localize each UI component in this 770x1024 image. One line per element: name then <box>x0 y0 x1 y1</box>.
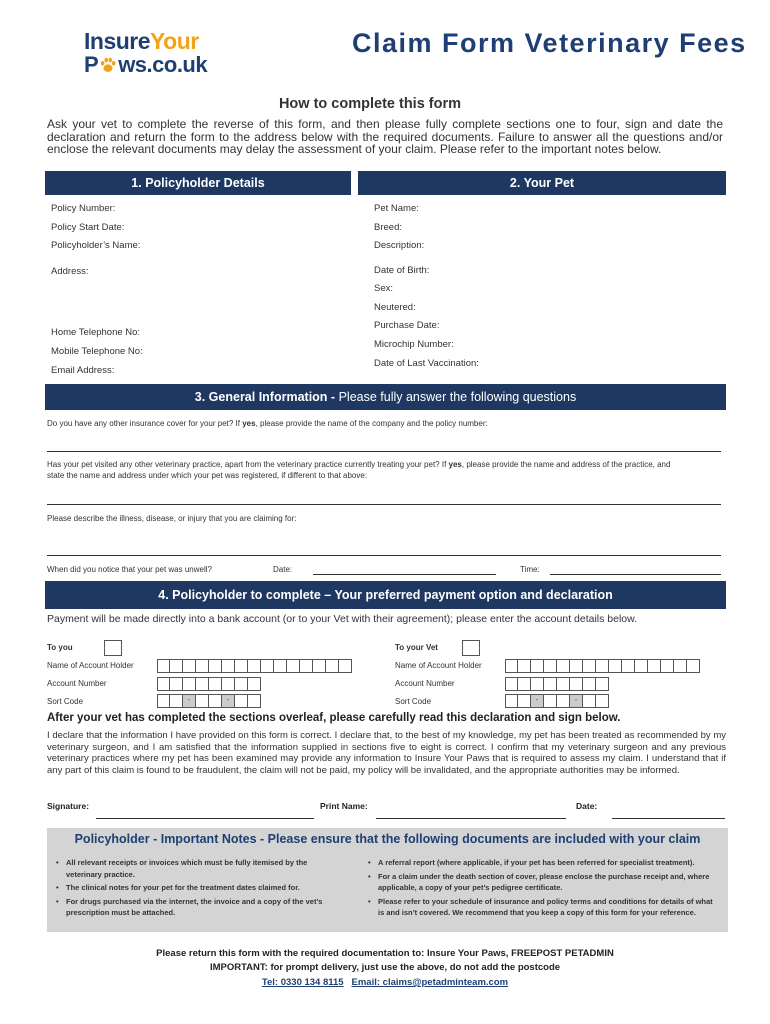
grid-cell[interactable] <box>531 677 544 691</box>
question-illness: Please describe the illness, disease, or injury that you are claiming for: <box>47 514 297 523</box>
vet-account-holder-grid[interactable] <box>505 659 700 673</box>
grid-cell[interactable] <box>544 677 557 691</box>
tel-link[interactable]: Tel: 0330 134 8115 <box>261 977 344 988</box>
q1-yes: yes <box>242 419 256 428</box>
grid-cell[interactable] <box>196 694 209 708</box>
section3-heading-normal: Please fully answer the following questions <box>338 390 577 404</box>
field-description[interactable]: Description: <box>374 240 425 251</box>
you-account-number-label: Account Number <box>47 679 107 688</box>
q2-yes: yes <box>448 460 462 469</box>
grid-cell[interactable] <box>648 659 661 673</box>
logo-domain: ws.co.uk <box>118 52 208 77</box>
you-sort-code-grid[interactable] <box>157 694 261 708</box>
grid-cell[interactable] <box>157 694 170 708</box>
field-policy-start-date[interactable]: Policy Start Date: <box>51 222 125 233</box>
field-pet-name[interactable]: Pet Name: <box>374 203 419 214</box>
date-input[interactable] <box>612 818 725 819</box>
grid-cell[interactable] <box>596 659 609 673</box>
question-other-insurance <box>47 418 723 429</box>
q1-text-end: , please provide the name of the company and the policy number: <box>255 419 488 428</box>
to-vet-label: To your Vet <box>395 643 438 652</box>
grid-cell[interactable] <box>170 677 183 691</box>
grid-cell[interactable] <box>505 677 518 691</box>
to-you-checkbox[interactable] <box>104 640 122 656</box>
paw-icon <box>99 56 117 74</box>
field-policyholder-name[interactable]: Policyholder’s Name: <box>51 240 141 251</box>
grid-cell[interactable] <box>313 659 326 673</box>
notes-heading-b: Please ensure that the following documents are included with your claim <box>267 832 701 846</box>
grid-cell[interactable] <box>570 677 583 691</box>
section4-header: 4. Policyholder to complete – Your preferred payment option and declaration <box>45 581 726 609</box>
page-title: Claim Form Veterinary Fees <box>352 28 747 58</box>
logo-line1 <box>84 28 199 55</box>
you-account-holder-label: Name of Account Holder <box>47 661 134 670</box>
list-item: • A referral report (where applicable, if your pet has been referred for specialist treatment). <box>366 857 720 869</box>
email-link[interactable]: Email: claims@petadminteam.com <box>351 977 509 988</box>
print-name-label: Print Name: <box>320 801 368 811</box>
vet-sort-code-grid[interactable] <box>505 694 609 708</box>
signature-label: Signature: <box>47 801 90 811</box>
list-item: • All relevant receipts or invoices which must be fully itemised by the veterinary practice. <box>54 857 332 880</box>
grid-cell[interactable] <box>622 659 635 673</box>
answer-line-3[interactable] <box>47 555 721 556</box>
sort-code-separator: - <box>531 694 544 708</box>
grid-cell[interactable] <box>209 694 222 708</box>
vet-sort-code-label: Sort Code <box>395 697 432 706</box>
grid-cell[interactable] <box>183 677 196 691</box>
grid-cell[interactable] <box>661 659 674 673</box>
section3-header <box>45 384 726 410</box>
field-last-vaccination[interactable]: Date of Last Vaccination: <box>374 358 479 369</box>
vet-account-number-label: Account Number <box>395 679 455 688</box>
intro-text: Ask your vet to complete the reverse of this form, and then please fully complete sections one to four, sign and date the declaration and return the form to the address below with the required documents. Failure to answer all the questions and/or enclose the relevant documents may delay the assessment of your claim. Please refer to the important notes below. <box>47 117 723 156</box>
grid-cell[interactable] <box>170 694 183 708</box>
answer-line-1[interactable] <box>47 451 721 452</box>
sort-code-separator: - <box>222 694 235 708</box>
unwell-date-label: Date: <box>273 565 293 574</box>
list-item: • For a claim under the death section of cover, please enclose the purchase receipt and, where applicable, a copy of your pet’s pedigree certificate. <box>366 871 720 894</box>
field-mobile-telephone[interactable]: Mobile Telephone No: <box>51 346 143 357</box>
question-unwell: When did you notice that your pet was unwell? <box>47 565 212 574</box>
field-microchip-number[interactable]: Microchip Number: <box>374 339 454 350</box>
grid-cell[interactable] <box>339 659 352 673</box>
field-neutered[interactable]: Neutered: <box>374 302 416 313</box>
grid-cell[interactable] <box>557 659 570 673</box>
field-purchase-date[interactable]: Purchase Date: <box>374 320 440 331</box>
grid-cell[interactable] <box>196 677 209 691</box>
grid-cell[interactable] <box>157 677 170 691</box>
grid-cell[interactable] <box>235 694 248 708</box>
grid-cell[interactable] <box>687 659 700 673</box>
field-address[interactable]: Address: <box>51 266 89 277</box>
return-address: Please return this form with the required documentation to: Insure Your Paws, FREEPOST PETADMIN <box>156 948 614 959</box>
sort-code-separator: - <box>570 694 583 708</box>
important-note: IMPORTANT: for prompt delivery, just use the above, do not add the postcode <box>209 962 561 973</box>
grid-cell[interactable] <box>531 659 544 673</box>
you-account-holder-grid[interactable] <box>157 659 352 673</box>
unwell-date-input[interactable] <box>313 574 496 575</box>
grid-cell[interactable] <box>222 659 235 673</box>
sort-code-separator: - <box>183 694 196 708</box>
field-date-of-birth[interactable]: Date of Birth: <box>374 265 430 276</box>
q2-text-end: , please provide the name and address of the practice, and state the name and address under which your pet was registered, if different to that above: <box>47 460 671 480</box>
grid-cell[interactable] <box>248 694 261 708</box>
grid-cell[interactable] <box>326 659 339 673</box>
field-email[interactable]: Email Address: <box>51 365 115 376</box>
grid-cell[interactable] <box>557 677 570 691</box>
you-account-number-grid[interactable] <box>157 677 261 691</box>
grid-cell[interactable] <box>300 659 313 673</box>
grid-cell[interactable] <box>196 659 209 673</box>
notes-left-list <box>54 857 332 921</box>
list-item: • For drugs purchased via the internet, the invoice and a copy of the vet’s prescription must be attached. <box>54 896 332 919</box>
signature-input[interactable] <box>96 818 314 819</box>
grid-cell[interactable] <box>274 659 287 673</box>
notes-heading <box>47 832 728 846</box>
grid-cell[interactable] <box>248 677 261 691</box>
contact-line <box>0 977 770 988</box>
field-breed[interactable]: Breed: <box>374 222 402 233</box>
unwell-time-label: Time: <box>520 565 540 574</box>
grid-cell[interactable] <box>235 659 248 673</box>
grid-cell[interactable] <box>674 659 687 673</box>
grid-cell[interactable] <box>596 694 609 708</box>
grid-cell[interactable] <box>583 677 596 691</box>
logo-p: P <box>84 52 99 77</box>
grid-cell[interactable] <box>609 659 622 673</box>
q1-text: Do you have any other insurance cover for your pet? If <box>47 419 243 428</box>
grid-cell[interactable] <box>235 677 248 691</box>
section1-header: 1. Policyholder Details <box>45 171 351 195</box>
you-sort-code-label: Sort Code <box>47 697 84 706</box>
grid-cell[interactable] <box>170 659 183 673</box>
grid-cell[interactable] <box>209 677 222 691</box>
payment-text: Payment will be made directly into a bank account (or to your Vet with their agreement); please enter the account details below. <box>47 613 638 625</box>
grid-cell[interactable] <box>583 659 596 673</box>
grid-cell[interactable] <box>596 677 609 691</box>
unwell-time-input[interactable] <box>550 574 721 575</box>
grid-cell[interactable] <box>261 659 274 673</box>
grid-cell[interactable] <box>222 677 235 691</box>
grid-cell[interactable] <box>248 659 261 673</box>
section3-heading-bold: 3. General Information - <box>194 390 336 404</box>
grid-cell[interactable] <box>287 659 300 673</box>
grid-cell[interactable] <box>544 659 557 673</box>
howto-heading: How to complete this form <box>278 96 462 112</box>
vet-account-holder-label: Name of Account Holder <box>395 661 482 670</box>
to-vet-checkbox[interactable] <box>462 640 480 656</box>
notes-right-list <box>366 857 720 921</box>
grid-cell[interactable] <box>583 694 596 708</box>
after-vet-heading: After your vet has completed the sections overleaf, please carefully read this declaration and sign below. <box>47 712 621 724</box>
logo-line2 <box>84 52 207 78</box>
field-home-telephone[interactable]: Home Telephone No: <box>51 327 141 338</box>
grid-cell[interactable] <box>570 659 583 673</box>
q2-text: Has your pet visited any other veterinary practice, apart from the veterinary practice currently treating your pet? If <box>47 460 449 469</box>
list-item: • The clinical notes for your pet for the treatment dates claimed for. <box>54 882 332 894</box>
grid-cell[interactable] <box>518 694 531 708</box>
grid-cell[interactable] <box>635 659 648 673</box>
field-policy-number[interactable]: Policy Number: <box>51 203 116 214</box>
vet-account-number-grid[interactable] <box>505 677 609 691</box>
print-name-input[interactable] <box>376 818 566 819</box>
date-label: Date: <box>576 801 598 811</box>
logo-your: Your <box>150 28 199 54</box>
notes-heading-a: Policyholder - Important Notes - <box>74 832 268 846</box>
grid-cell[interactable] <box>518 677 531 691</box>
logo-insure: Insure <box>84 28 151 54</box>
grid-cell[interactable] <box>209 659 222 673</box>
section2-header: 2. Your Pet <box>358 171 726 195</box>
grid-cell[interactable] <box>544 694 557 708</box>
grid-cell[interactable] <box>505 659 518 673</box>
declaration-text: I declare that the information I have provided on this form is correct. I declare that, to the best of my knowledge, my pet has been treated as recommended by my veterinary surgeon, and I am satisfied that the information supplied in sections five to eight is correct. I confirm that my veterinary surgeon and any previous veterinary practices where my pet has been examined may provide any information to Insure Your Paws that is required to assess my claim. I understand that if any part of this claim is found to be fraudulent, the claim will not be paid, my policy will be invalidated, and the appropriate authorities may be informed. <box>47 730 726 776</box>
list-item: • Please refer to your schedule of insurance and policy terms and conditions for details of what is and isn’t covered. We recommend that you keep a copy of this form for your reference. <box>366 896 720 919</box>
grid-cell[interactable] <box>157 659 170 673</box>
grid-cell[interactable] <box>505 694 518 708</box>
to-you-label: To you <box>47 643 73 652</box>
question-other-practice <box>47 459 677 481</box>
grid-cell[interactable] <box>557 694 570 708</box>
field-sex[interactable]: Sex: <box>374 283 394 294</box>
grid-cell[interactable] <box>183 659 196 673</box>
answer-line-2[interactable] <box>47 504 721 505</box>
grid-cell[interactable] <box>518 659 531 673</box>
